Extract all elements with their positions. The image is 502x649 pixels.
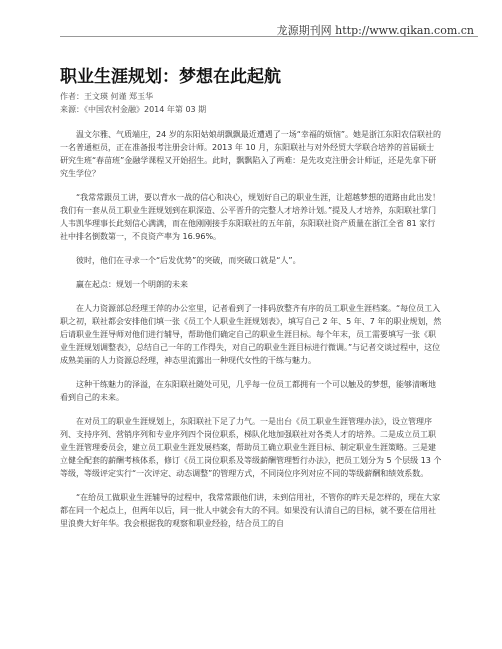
paragraph: 在人力资源部总经理王萍的办公室里，记者看到了一排码放整齐有序的员工职业生涯档案。“每位员工入职之初，联社都会安排他们填一张《员工个人职业生涯规划表》，填写自己 2 年、5 年、7 年的职业规划，然后请职业生涯导师对他们进行辅导，帮助他们确定自己的职业生涯目标。每个年末，员工需要填写一张《职业生涯规划调整表》，总结自己一年的工作得失，对自己的职业生涯目标进行微调。”与记者交谈过程中，这位成熟美丽的人力资源总经理，神态里流露出一种现代女性的干练与魅力。: [60, 304, 442, 365]
header-divider: [60, 36, 478, 37]
paragraph: “我常常跟员工讲，要以背水一战的信心和决心，规划好自己的职业生涯，让超越梦想的道路由此出发！我们有一套从员工职业生涯规划到在职深造、公平晋升的完整人才培养计划。”提及人才培养，东阳联社掌门人韦凯华理事长此刻信心满满，而在他刚刚接手东阳联社的五年前，东阳联社资产质量在浙江全省 81 家行社中排名倒数第一，不良资产率为 16.96%。: [60, 193, 441, 241]
paragraph: 这种干练魅力的泽溢，在东阳联社随处可见，几乎每一位员工都拥有一个可以触及的梦想，能够清晰地看到自己的未来。: [60, 380, 436, 402]
paragraph: 温文尔雅、气质端庄，24 岁的东阳姑娘胡飘飘最近遭遇了一场“幸福的烦恼”。她是浙江东阳农信联社的一名普通柜员，正在准备报考注册会计师。2013 年 10 月，东阳联社与对外经贸大学联合培养的首届硕士研究生班“春苗班”金融学课程又开始招生。此时，飘飘陷入了两难：是先攻克注册会计师证，还是先拿下研究生学位？: [60, 130, 442, 178]
article-title: 职业生涯规划：梦想在此起航: [60, 67, 281, 87]
paragraph: “在给员工做职业生涯辅导的过程中，我常常跟他们讲，未到信用社，不管你的昨天是怎样的，现在大家都在同一个起点上，但两年以后，同一批人中就会有大的不同。如果没有认清自己的目标，就不要在信用社里浪费大好年华。我会根据我的观察和职业经验，结合员工的自: [60, 493, 441, 528]
article-body: [60, 128, 442, 541]
site-header[interactable]: 龙源期刊网 http://www.qikan.com.cn: [276, 24, 474, 37]
source-line: 来源：《中国农村金融》2014 年第 03 期: [60, 105, 207, 114]
author-line: 作者：王文瑛 何谨 郑玉华: [60, 92, 154, 101]
section-heading: 赢在起点：规划一个明朗的未来: [76, 280, 188, 289]
paragraph: 彼时，他们在寻求一个“后发优势”的突破，而突破口就是“人”。: [76, 256, 301, 265]
paragraph: 在对员工的职业生涯规划上，东阳联社下足了力气。一是出台《员工职业生涯管理办法》，设立管理序列、支持序列、营销序列和专业序列四个岗位职系，梯队化地加强联社对各类人才的培养。二是成立员工职业生涯管理委员会，建立员工职业生涯发展档案，帮助员工确立职业生涯目标、制定职业生涯策略。三是建立健全配套的薪酬考核体系，修订《员工岗位职系及等级薪酬管理暂行办法》，把员工划分为 5 个层级 13 个等级，等级评定实行“一次评定、动态调整”的管理方式，不同岗位序列对应不同的等级薪酬和绩效系数。: [60, 417, 442, 478]
